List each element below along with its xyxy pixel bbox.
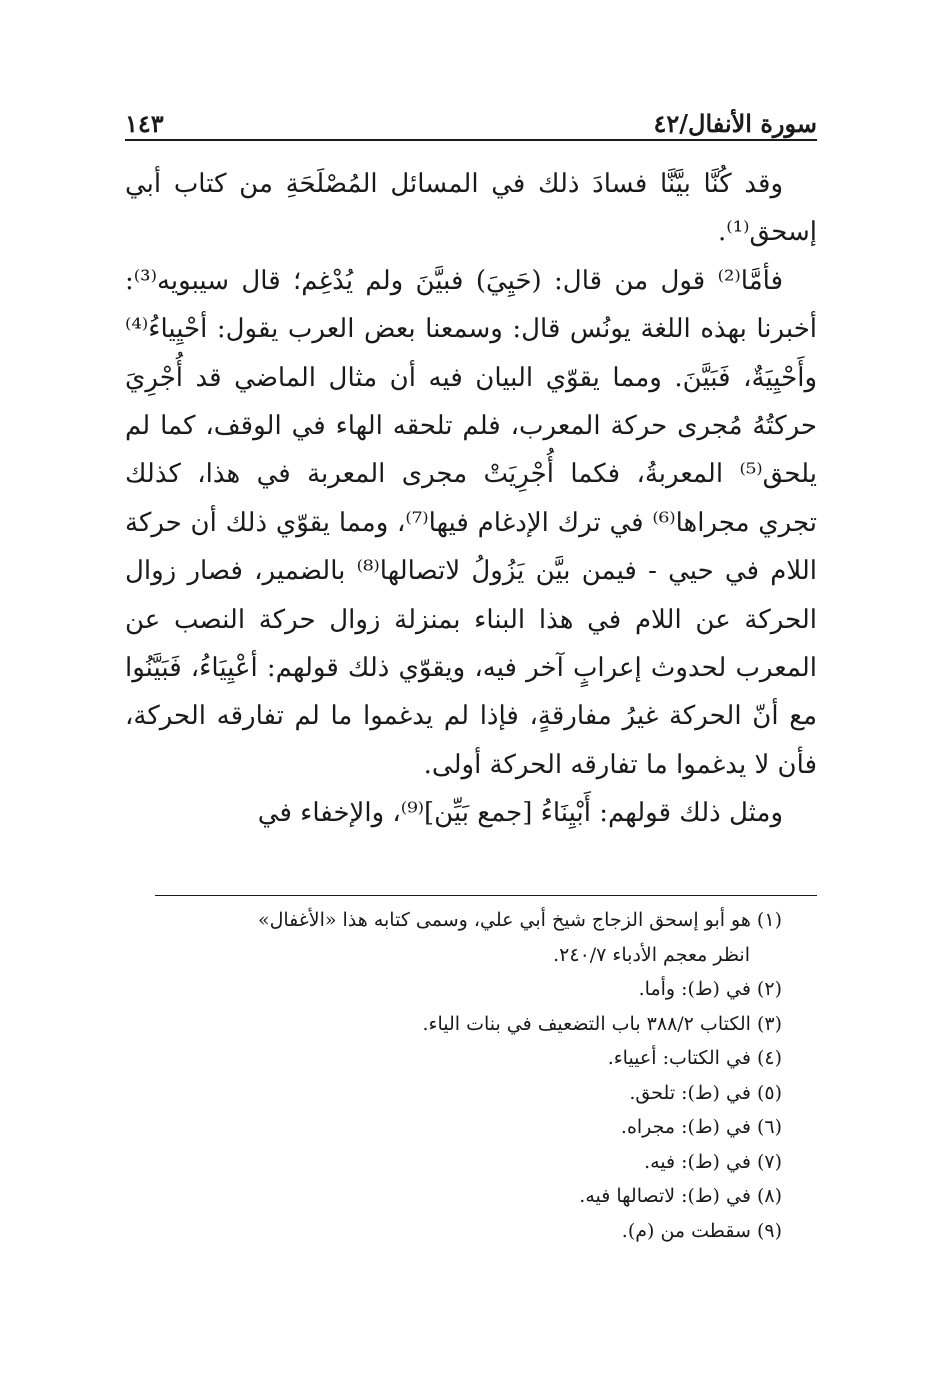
footnote-9: (٩) سقطت من (م). (621, 1219, 782, 1242)
surah-title: سورة الأنفال/٤٢ (653, 109, 817, 138)
footnote-4: (٤) في الكتاب: أعيياء. (607, 1047, 782, 1069)
page-number: ١٤٣ (125, 109, 164, 138)
header-rule (125, 139, 817, 141)
footnote-8: (٨) في (ط): لاتصالها فيه. (579, 1185, 782, 1207)
footnote-3: (٣) الكتاب ٣٨٨/٢ باب التضعيف في بنات الياء. (422, 1012, 782, 1035)
footnote-1-continuation: انظر معجم الأدباء ٢٤٠/٧. (553, 943, 750, 966)
footnote-rule (155, 895, 817, 896)
footnotes (125, 903, 817, 1248)
main-text (125, 160, 817, 838)
paragraph-2: فأمَّا⁽²⁾ قول من قال: (حَيِيَ) فبيَّنَ ولم يُدْغِم؛ قال سيبويه⁽³⁾: أخبرنا بهذه اللغة يونُس قال: وسمعنا بعض العرب يقول: أحْيِياءُ⁽⁴⁾ وأَحْيِيَةٌ، فَبَيَّنَ. ومما يقوّي البيان فيه أن مثال الماضي قد أُجْرِيَ حركتُهُ مُجرى حركة المعرب، فلم تلحقه الهاء في الوقف، كما لم يلحق⁽⁵⁾ المعربةُ، فكما أُجْرِيَتْ مجرى المعربة في هذا، كذلك تجري مجراها⁽⁶⁾ في ترك الإدغام فيها⁽⁷⁾، ومما يقوّي ذلك أن حركة اللام في حيي - فيمن بيَّن يَزُولُ لاتصالها⁽⁸⁾ بالضمير، فصار زوال الحركة عن اللام في هذا البناء بمنزلة زوال حركة النصب عن المعرب لحدوث إعرابٍ آخر فيه، ويقوّي ذلك قولهم: أعْيِيَاءُ، فَبَيَّنُوا مع أنّ الحركة غيرُ مفارقةٍ، فإذا لم يدغموا ما لم تفارقه الحركة، فأن لا يدغموا ما تفارقه الحركة أولى. (125, 265, 818, 780)
paragraph-1: وقد كُنَّا بيَّنَّا فسادَ ذلك في المسائل المُصْلَحَةِ من كتاب أبي إسحق⁽¹⁾. (125, 169, 817, 248)
paragraph-3: ومثل ذلك قولهم: أَبْيِنَاءُ [جمع بَيِّن]⁽⁹⁾، والإخفاء في (257, 798, 783, 829)
footnote-7: (٧) في (ط): فيه. (644, 1150, 782, 1173)
footnote-2: (٢) في (ط): وأما. (638, 978, 782, 1000)
footnote-1: (١) هو أبو إسحق الزجاج شيخ أبي علي، وسمى كتابه هذا «الأغفال» (257, 909, 782, 931)
footnote-5: (٥) في (ط): تلحق. (629, 1081, 782, 1104)
footnote-6: (٦) في (ط): مجراه. (620, 1116, 782, 1138)
running-header (125, 98, 817, 138)
